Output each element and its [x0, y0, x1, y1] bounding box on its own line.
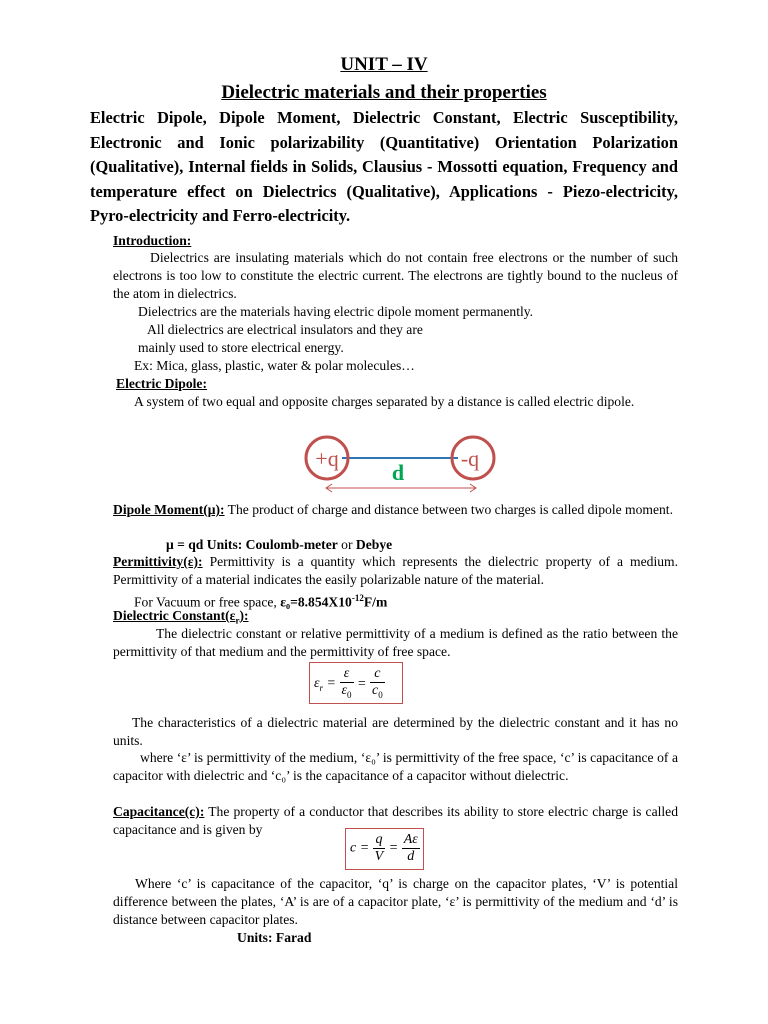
- permittivity-paragraph: Permittivity(ε): Permittivity is a quantity which represents the dielectric property of a medium. Permittivity of a material indicates the easily polarizable nature of the material.: [113, 554, 678, 587]
- dielectric-characteristics: The characteristics of a dielectric material are determined by the dielectric constant and it has no units.: [113, 715, 678, 748]
- introduction-line-3: All dielectrics are electrical insulators and they are: [147, 322, 423, 337]
- introduction-heading: Introduction:: [113, 233, 192, 248]
- introduction-paragraph: Dielectrics are insulating materials which do not contain free electrons or the number of such electrons is too low to constitute the electric current. The electrons are tightly bound to the nucleus of the atom in dielectrics.: [113, 250, 678, 301]
- dipole-diagram: [300, 426, 500, 494]
- capacitance-symbol-definitions: Where ‘c’ is capacitance of the capacitor, ‘q’ is charge on the capacitor plates, ‘V’ is potential difference between the plates, ‘A’ is are of a capacitor plate, ‘ε’ is permittivity of the medium and ‘d’ is distance between capacitor plates.: [113, 876, 678, 927]
- dielectric-constant-formula: $\varepsilon_r$ = $\frac{\varepsilon}{\varepsilon_0}$ = $\frac{c}{c_0}$: [309, 662, 403, 704]
- topics-list: Electric Dipole, Dipole Moment, Dielectric Constant, Electric Susceptibility, Electronic and Ionic polarizability (Quantitative) Orientation Polarization (Qualitative), Internal fields in Solids, Clausius - Mossotti equation, Frequency and temperature effect on Dielectrics (Qualitative), Applications - Piezo-electricity, Pyro-electricity and Ferro-electricity.: [90, 108, 678, 225]
- distance-label: d: [391, 460, 405, 485]
- capacitance-formula: c = $\frac{q}{V}$ = $\frac{A\varepsilon}{d}$: [345, 828, 424, 870]
- vacuum-permittivity-value: For Vacuum or free space, $\varepsilon_0=8.854X10^{-12}F/m$: [134, 593, 388, 610]
- dipole-moment-formula: μ = qd Units: Coulomb-meter or Debye: [166, 537, 393, 552]
- electric-dipole-text: A system of two equal and opposite charges separated by a distance is called electric dipole.: [134, 394, 635, 409]
- introduction-examples: Ex: Mica, glass, plastic, water & polar molecules…: [134, 358, 415, 373]
- dielectric-constant-heading: Dielectric $Constant(\varepsilon_r)$:: [113, 608, 249, 626]
- capacitance-units: Units: Farad: [237, 930, 312, 945]
- capacitance-paragraph: Capacitance(c): The property of a conductor that describes its ability to store electric charge is called capacitance and is given by: [113, 804, 678, 837]
- dielectric-symbol-definitions: where ‘ε’ is permittivity of the medium, ‘ε₀’ is permittivity of the free space, ‘c’ is capacitance of a capacitor with dielectric and ‘c₀’ is the capacitance of a capacitor without dielectric.: [113, 750, 678, 783]
- electric-dipole-heading: Electric Dipole:: [116, 376, 207, 391]
- chapter-title: Dielectric materials and their properties: [221, 82, 547, 103]
- unit-heading: UNIT – IV: [340, 54, 428, 75]
- positive-charge-label: +q: [315, 446, 339, 471]
- introduction-line-2: Dielectrics are the materials having electric dipole moment permanently.: [138, 304, 534, 319]
- negative-charge-label: -q: [460, 446, 480, 471]
- introduction-line-4: mainly used to store electrical energy.: [138, 340, 344, 355]
- dielectric-constant-definition: The dielectric constant or relative permittivity of a medium is defined as the ratio between the permittivity of that medium and the permittivity of free space.: [113, 626, 678, 659]
- dipole-moment-paragraph: Dipole Moment(μ): The product of charge and distance between two charges is called dipole moment.: [113, 502, 673, 517]
